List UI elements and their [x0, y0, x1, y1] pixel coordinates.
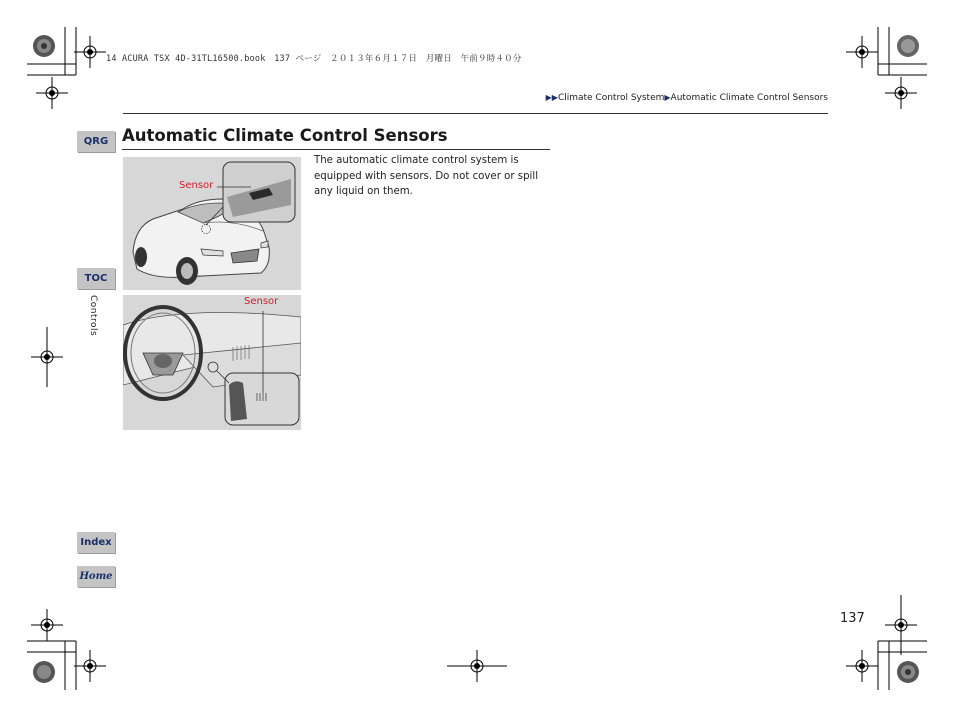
- car-exterior-illustration: [123, 157, 301, 290]
- breadcrumb-link-climate-control-system[interactable]: Climate Control System: [557, 93, 665, 103]
- print-header: 14 ACURA TSX 4D-31TL16500.book 137 ページ ２０１３年６月１７日 月曜日 午前９時４０分: [106, 54, 522, 64]
- title-rule: [122, 149, 550, 150]
- breadcrumb-current: Automatic Climate Control Sensors: [670, 93, 828, 103]
- exterior-sensor-callout: Sensor: [179, 180, 214, 191]
- breadcrumb-separator: ▶: [664, 93, 671, 102]
- qrg-button[interactable]: QRG: [77, 131, 115, 152]
- page-title: Automatic Climate Control Sensors: [122, 126, 448, 145]
- breadcrumb: [546, 93, 828, 103]
- exterior-sensor-figure: [123, 157, 301, 290]
- interior-sensor-callout: Sensor: [244, 296, 279, 307]
- home-button[interactable]: Home: [77, 566, 115, 587]
- page-number: 137: [840, 611, 865, 626]
- breadcrumb-arrows: ▶▶: [545, 93, 558, 102]
- toc-button[interactable]: TOC: [77, 268, 115, 289]
- dashboard-interior-illustration: [123, 295, 301, 430]
- body-text: The automatic climate control system is equipped with sensors. Do not cover or spill any liquid on them.: [314, 155, 539, 197]
- header-rule: [123, 113, 828, 114]
- chapter-tab-label: Controls: [88, 295, 98, 337]
- index-button[interactable]: Index: [77, 532, 115, 553]
- interior-sensor-figure: [123, 295, 301, 430]
